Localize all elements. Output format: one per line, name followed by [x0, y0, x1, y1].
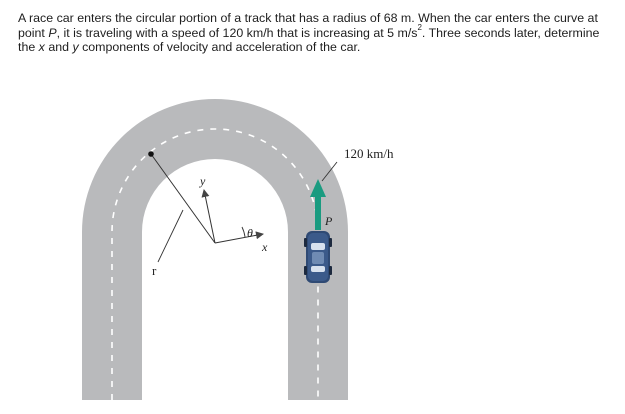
problem-text-4: and — [44, 40, 73, 55]
speed-label: 120 km/h — [344, 146, 394, 161]
race-car-icon — [304, 231, 332, 283]
problem-text-1: A race car enters the circular portion of a track that has a radius of 68 m. When the car enters the curve at point — [18, 11, 598, 40]
problem-text-2: , it is traveling with a speed of 120 km/h that is increasing at 5 m/s — [56, 25, 418, 40]
y-text: y — [72, 40, 79, 55]
x-axis-label: x — [262, 240, 268, 254]
x-text: x — [38, 40, 45, 55]
theta-arc — [242, 227, 245, 237]
theta-label: θ — [247, 226, 253, 240]
velocity-arrow-shaft — [315, 195, 321, 230]
x-axis — [215, 234, 263, 243]
point-p-label: P — [325, 214, 333, 228]
radius-leader-line — [158, 210, 183, 262]
exponent-text: 2 — [417, 23, 422, 33]
y-axis-label: y — [200, 174, 206, 188]
problem-text-3: . Three seconds later, determine the — [18, 25, 600, 55]
problem-text-5: components of velocity and acceleration of the car. — [78, 40, 361, 55]
point-p-text: P — [48, 25, 57, 40]
radius-label: r — [152, 263, 157, 278]
position-point — [148, 151, 154, 157]
